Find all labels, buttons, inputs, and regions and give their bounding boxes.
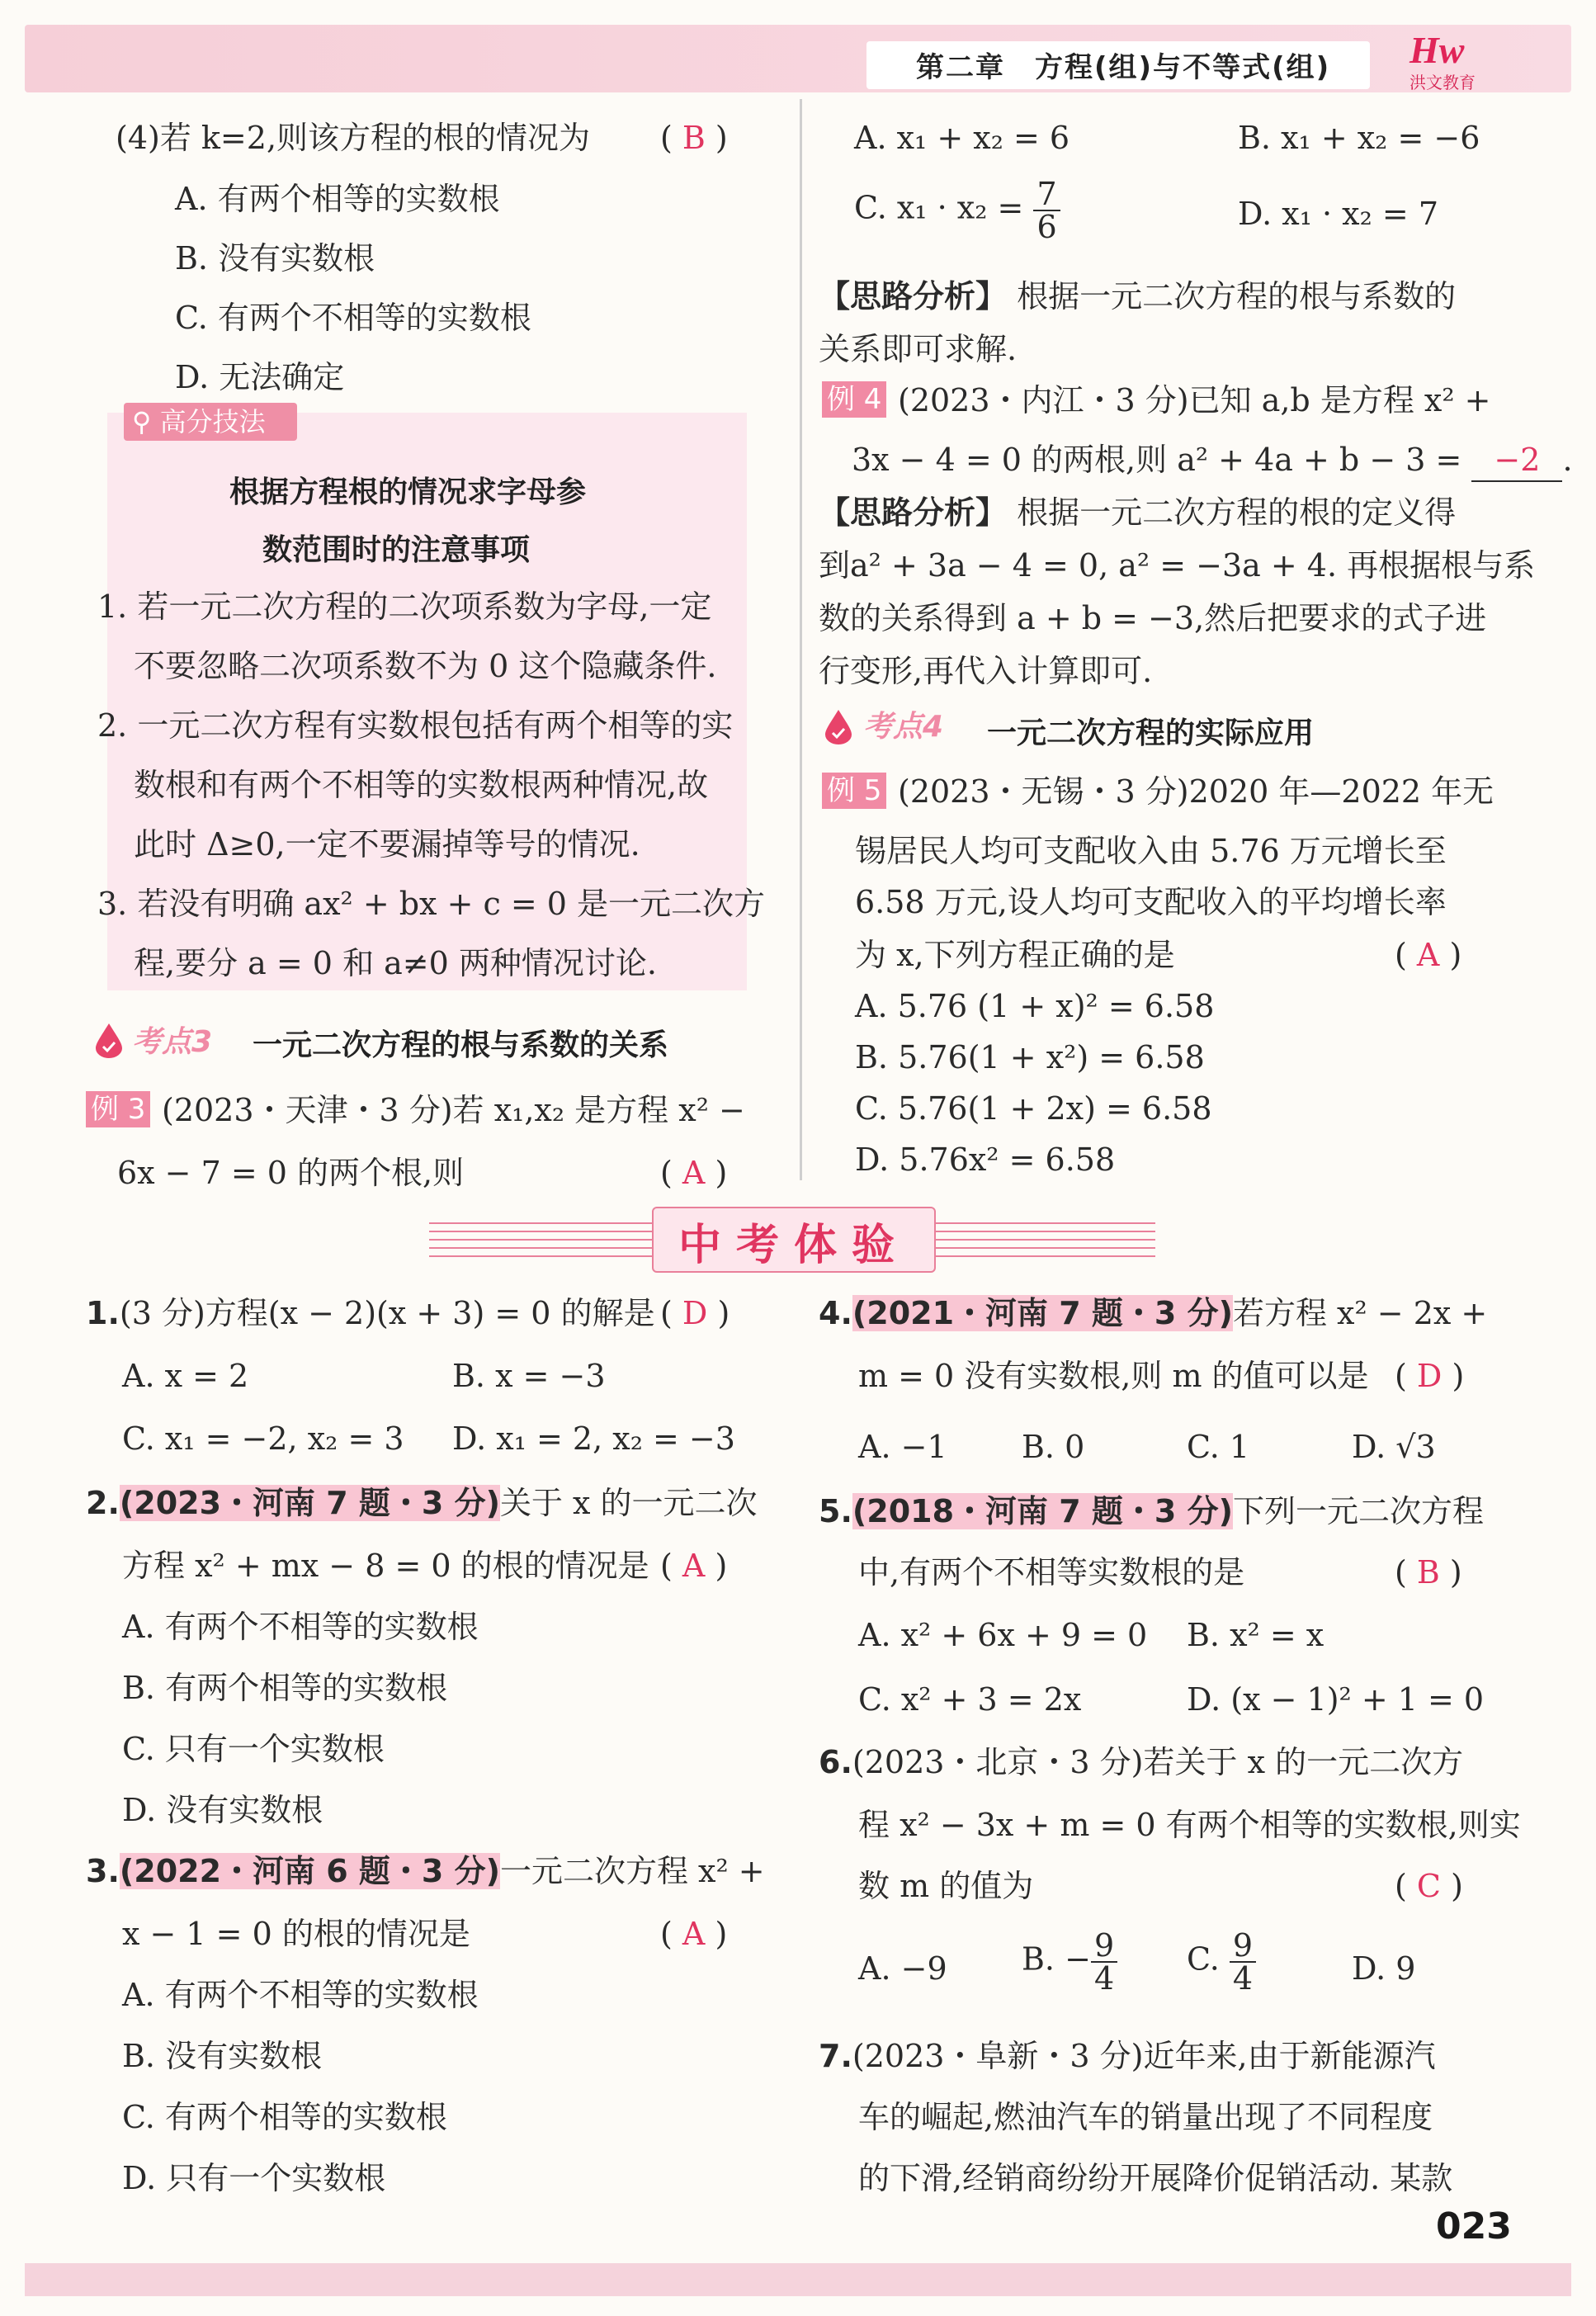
q4r-option-c: C. 1: [1187, 1429, 1250, 1465]
tip-line-6: 3. 若没有明确 ax² + bx + c = 0 是一元二次方: [97, 886, 766, 922]
example4-tag: 例 4: [822, 381, 886, 418]
kaodian3-title: 一元二次方程的根与系数的关系: [253, 1028, 669, 1062]
example3-option-b: B. x₁ + x₂ = −6: [1238, 120, 1480, 156]
q4-stem: (4)若 k=2,则该方程的根的情况为: [116, 120, 591, 156]
q3-source: (2022・河南 6 题・3 分): [119, 1853, 500, 1889]
drop-icon: [822, 708, 855, 749]
example3-line1: (2023・天津・3 分)若 x₁,x₂ 是方程 x² −: [162, 1092, 745, 1128]
q1-answer: D: [682, 1295, 708, 1331]
q4r-option-d: D. √3: [1352, 1429, 1436, 1465]
q2-stem-line2: 方程 x² + mx − 8 = 0 的根的情况是: [122, 1548, 649, 1584]
q5-answer-paren: ( B ): [1395, 1554, 1462, 1590]
q3-option-a: A. 有两个不相等的实数根: [122, 1977, 479, 2013]
kaodian3-label: 考点3: [132, 1025, 213, 1059]
example5-line1: (2023・无锡・3 分)2020 年—2022 年无: [898, 773, 1494, 810]
example5-line4: 为 x,下列方程正确的是: [855, 937, 1175, 973]
q2-stem-line1: 2.(2023・河南 7 题・3 分)关于 x 的一元二次: [86, 1485, 758, 1521]
example4-line2: 3x − 4 = 0 的两根,则 a² + 4a + b − 3 = −2 .: [852, 441, 1573, 482]
q4r-answer-paren: ( D ): [1395, 1358, 1465, 1394]
q2-source: (2023・河南 7 题・3 分): [119, 1485, 500, 1521]
tip-icon: ⚲: [132, 406, 152, 437]
q4-answer: B: [682, 120, 706, 156]
example4-analysis-line1: 【思路分析】 根据一元二次方程的根的定义得: [819, 494, 1457, 531]
q7-stem-line3: 的下滑,经销商纷纷开展降价促销活动. 某款: [858, 2160, 1453, 2196]
example4-line1: (2023・内江・3 分)已知 a,b 是方程 x² +: [898, 382, 1491, 418]
q6-option-a: A. −9: [858, 1950, 947, 1987]
example3-option-a: A. x₁ + x₂ = 6: [854, 120, 1070, 156]
q5-option-a: A. x² + 6x + 9 = 0: [858, 1617, 1148, 1653]
q1-option-d: D. x₁ = 2, x₂ = −3: [452, 1420, 735, 1457]
example4-analysis-line4: 行变形,再代入计算即可.: [819, 653, 1153, 689]
q3-option-c: C. 有两个相等的实数根: [122, 2099, 447, 2135]
q4r-stem-line1: 4.(2021・河南 7 题・3 分)若方程 x² − 2x +: [819, 1295, 1488, 1331]
q4-answer-paren: ( B ): [660, 120, 728, 156]
example5-option-a: A. 5.76 (1 + x)² = 6.58: [855, 988, 1215, 1024]
example5-answer: A: [1416, 937, 1440, 973]
tip-title-line2: 数范围时的注意事项: [262, 533, 531, 567]
q5-option-d: D. (x − 1)² + 1 = 0: [1187, 1681, 1485, 1718]
example4-answer: −2: [1494, 442, 1541, 478]
example3-option-c: C. x₁ · x₂ = $\frac{7}{6}$: [854, 178, 1060, 243]
q3-stem-line1: 3.(2022・河南 6 题・3 分)一元二次方程 x² +: [86, 1853, 765, 1889]
q4-option-c: C. 有两个不相等的实数根: [175, 300, 531, 336]
example5-option-b: B. 5.76(1 + x²) = 6.58: [855, 1039, 1205, 1075]
example3-line2: 6x − 7 = 0 的两个根,则: [117, 1155, 465, 1191]
q7-stem-line2: 车的崛起,燃油汽车的销量出现了不同程度: [858, 2099, 1433, 2135]
q3-stem-line2: x − 1 = 0 的根的情况是: [122, 1916, 470, 1952]
tip-tag: ⚲ 高分技法: [124, 403, 297, 441]
tip-line-4: 数根和有两个不相等的实数根两种情况,故: [134, 767, 709, 803]
q1-option-a: A. x = 2: [122, 1358, 249, 1394]
example5-option-c: C. 5.76(1 + 2x) = 6.58: [855, 1090, 1212, 1127]
q1-answer-paren: ( D ): [660, 1295, 730, 1331]
q6-option-c: C. $\frac{9}{4}$: [1187, 1930, 1256, 1994]
page-number: 023: [1436, 2205, 1512, 2247]
logo-text: 洪文教育: [1409, 73, 1476, 92]
q2-option-d: D. 没有实数根: [122, 1792, 323, 1828]
q3-answer-paren: ( A ): [660, 1916, 728, 1952]
column-divider: [800, 99, 802, 1180]
kaodian4-label: 考点4: [863, 710, 944, 744]
q5-option-c: C. x² + 3 = 2x: [858, 1681, 1082, 1718]
q2-option-c: C. 只有一个实数根: [122, 1731, 385, 1767]
q2-answer-paren: ( A ): [660, 1548, 728, 1584]
q4r-option-b: B. 0: [1022, 1429, 1085, 1465]
q4r-stem-line2: m = 0 没有实数根,则 m 的值可以是: [858, 1358, 1369, 1394]
example3-tag: 例 3: [86, 1091, 150, 1127]
q2-option-a: A. 有两个不相等的实数根: [122, 1609, 479, 1645]
example5-answer-paren: ( A ): [1395, 937, 1462, 973]
example3-answer-paren: ( A ): [660, 1155, 728, 1191]
q6-stem-line3: 数 m 的值为: [858, 1868, 1034, 1904]
q6-option-b: B. − $\frac{9}{4}$: [1022, 1930, 1117, 1994]
q5-stem-line1: 5.(2018・河南 7 题・3 分)下列一元二次方程: [819, 1493, 1484, 1529]
q5-stem-line2: 中,有两个不相等实数根的是: [858, 1554, 1245, 1590]
tip-title-line1: 根据方程根的情况求字母参: [229, 475, 587, 509]
example5-line3: 6.58 万元,设人均可支配收入的平均增长率: [855, 884, 1447, 920]
q4-option-a: A. 有两个相等的实数根: [175, 181, 500, 217]
q6-answer: C: [1416, 1868, 1441, 1904]
q6-option-d: D. 9: [1352, 1950, 1416, 1987]
fraction-9-4: $\frac{9}{4}$: [1091, 1930, 1117, 1994]
q6-stem-line1: 6.(2023・北京・3 分)若关于 x 的一元二次方: [819, 1744, 1464, 1780]
tip-line-7: 程,要分 a = 0 和 a≠0 两种情况讨论.: [134, 945, 657, 981]
kaodian4-title: 一元二次方程的实际应用: [987, 716, 1315, 750]
q2-answer: A: [682, 1548, 706, 1584]
example4-analysis-line3: 数的关系得到 a + b = −3,然后把要求的式子进: [819, 600, 1487, 636]
tip-line-2: 不要忽略二次项系数不为 0 这个隐藏条件.: [134, 648, 717, 684]
example5-option-d: D. 5.76x² = 6.58: [855, 1141, 1116, 1178]
example5-tag: 例 5: [822, 773, 886, 809]
tip-line-5: 此时 Δ≥0,一定不要漏掉等号的情况.: [134, 826, 640, 863]
logo-mark: Hw: [1409, 29, 1465, 71]
q6-answer-paren: ( C ): [1395, 1868, 1463, 1904]
example4-analysis-line2: 到a² + 3a − 4 = 0, a² = −3a + 4. 再根据根与系: [819, 547, 1536, 584]
q4-option-d: D. 无法确定: [175, 359, 345, 395]
q3-option-d: D. 只有一个实数根: [122, 2160, 386, 2196]
publisher-logo: [1403, 28, 1485, 92]
fraction-9-4: $\frac{9}{4}$: [1230, 1930, 1256, 1994]
q5-source: (2018・河南 7 题・3 分): [852, 1493, 1233, 1529]
example3-analysis-line1: 【思路分析】 根据一元二次方程的根与系数的: [819, 278, 1457, 314]
q4r-source: (2021・河南 7 题・3 分): [852, 1295, 1233, 1331]
q4-option-b: B. 没有实数根: [175, 240, 375, 277]
q6-stem-line2: 程 x² − 3x + m = 0 有两个相等的实数根,则实: [858, 1807, 1521, 1843]
example3-analysis-line2: 关系即可求解.: [819, 331, 1018, 367]
tip-line-3: 2. 一元二次方程有实数根包括有两个相等的实: [97, 707, 734, 744]
q3-answer: A: [682, 1916, 706, 1952]
q1-option-b: B. x = −3: [452, 1358, 606, 1394]
footer-band: [25, 2263, 1571, 2296]
q1-option-c: C. x₁ = −2, x₂ = 3: [122, 1420, 404, 1457]
q5-answer: B: [1416, 1554, 1440, 1590]
q4r-answer: D: [1416, 1358, 1443, 1394]
chapter-title: 第二章 方程(组)与不等式(组): [916, 51, 1331, 84]
example3-answer: A: [682, 1155, 706, 1191]
q3-option-b: B. 没有实数根: [122, 2038, 323, 2074]
q4r-option-a: A. −1: [858, 1429, 947, 1465]
q5-option-b: B. x² = x: [1187, 1617, 1324, 1653]
tip-line-1: 1. 若一元二次方程的二次项系数为字母,一定: [97, 588, 712, 625]
fraction-7-6: $\frac{7}{6}$: [1033, 178, 1060, 243]
q7-stem-line1: 7.(2023・阜新・3 分)近年来,由于新能源汽: [819, 2038, 1436, 2074]
q1-stem: 1.(3 分)方程(x − 2)(x + 3) = 0 的解是: [86, 1295, 655, 1331]
example3-option-d: D. x₁ · x₂ = 7: [1238, 196, 1439, 232]
drop-icon: [92, 1022, 125, 1063]
example5-line2: 锡居民人均可支配收入由 5.76 万元增长至: [855, 833, 1447, 869]
section-title: 中考体验: [678, 1221, 909, 1270]
q2-option-b: B. 有两个相等的实数根: [122, 1670, 448, 1706]
